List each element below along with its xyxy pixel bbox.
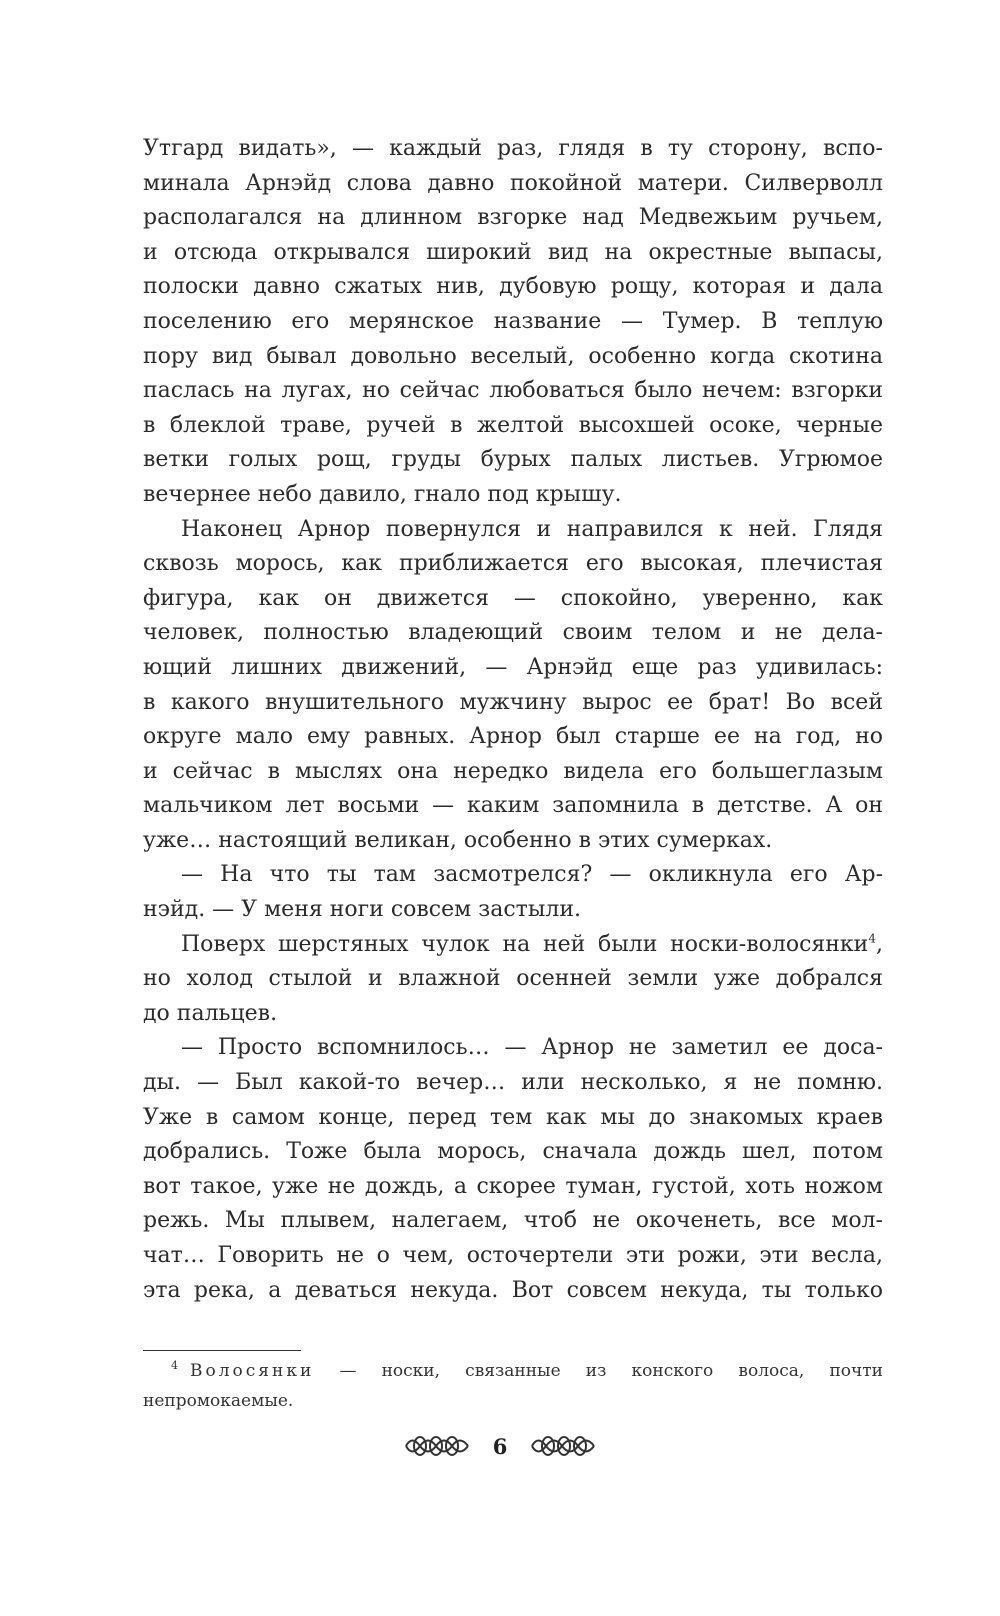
text-line <box>143 651 883 686</box>
text-line <box>143 789 883 824</box>
text-line-content: эта река, а деваться некуда. Вот совсем некуда, ты только <box>143 1277 883 1303</box>
text-line-content: ющий лишних движений, — Арнэйд еще раз удивилась: <box>143 654 883 680</box>
text-line <box>143 547 883 582</box>
text-line <box>143 1031 883 1066</box>
text-line-content: Утгард видать», — каждый раз, глядя в ту сторону, вспо- <box>143 136 883 161</box>
text-line <box>143 305 883 340</box>
footnote-term: Волосянки <box>190 1361 315 1381</box>
text-line <box>143 686 883 721</box>
text-line <box>143 755 883 790</box>
text-line-content: фигура, как он движется — спокойно, уверенно, как <box>143 585 883 611</box>
text-line-content: пору вид бывал довольно веселый, особенно когда скотина <box>143 343 883 369</box>
text-line <box>143 858 883 893</box>
text-line-content: минала Арнэйд слова давно покойной матери. Силверволл <box>143 170 883 196</box>
text-line <box>143 616 883 651</box>
text-line-content: но холод стылой и влажной осенней земли уже добрался <box>143 966 883 992</box>
footnote-line: непромокаемые. <box>143 1391 294 1411</box>
text-line <box>143 1204 883 1239</box>
text-line-content: и отсюда открывался широкий вид на окрестные выпасы, <box>143 239 883 265</box>
text-line-content: ветки голых рощ, груды бурых палых листьев. Угрюмое <box>143 447 883 473</box>
text-line <box>143 513 883 548</box>
text-line <box>143 167 883 202</box>
text-line <box>143 409 883 444</box>
text-line <box>143 340 883 375</box>
footnote-text: — носки, связанные из конского волоса, почти <box>314 1361 883 1381</box>
text-line-content: вечернее небо давило, гнало под крышу. <box>143 481 622 507</box>
footnote-ref: 4 <box>868 931 876 946</box>
text-line-content: Уже в самом конце, перед тем как мы до знакомых краев <box>143 1104 883 1130</box>
text-line-content: Поверх шерстяных чулок на ней были носки-волосянки <box>181 931 869 957</box>
footnote-number: 4 <box>171 1359 178 1373</box>
text-line-content: до пальцев. <box>143 1000 278 1026</box>
text-line-content: добрались. Тоже была морось, сначала дождь шел, потом <box>143 1139 883 1165</box>
text-line <box>143 824 883 859</box>
text-line <box>143 236 883 271</box>
text-line <box>143 962 883 997</box>
text-line <box>143 1135 883 1170</box>
text-line <box>143 1170 883 1205</box>
text-line-content: полоски давно сжатых нив, дубовую рощу, которая и дала <box>143 274 883 300</box>
text-line <box>143 443 883 478</box>
text-line-content: вот такое, уже не дождь, а скорее туман, густой, хоть ножом <box>143 1173 883 1199</box>
text-line-content: в блеклой траве, ручей в желтой высохшей осоке, черные <box>143 412 883 438</box>
text-line-content: располагался на длинном взгорке над Медвежьим ручьем, <box>143 205 883 231</box>
text-line <box>143 1274 883 1309</box>
text-line-content: и сейчас в мыслях она нередко видела его большеглазым <box>143 758 883 784</box>
text-line <box>143 893 883 928</box>
text-line-content: режь. Мы плывем, налегаем, чтоб не окоченеть, все мол- <box>143 1208 883 1234</box>
footnote <box>143 1356 883 1416</box>
text-line-content: в какого внушительного мужчину вырос ее брат! Во всей <box>143 689 883 715</box>
text-line <box>143 201 883 236</box>
body-text <box>143 132 883 1308</box>
text-line-content: округе мало ему равных. Арнор был старше ее на год, но <box>143 724 883 750</box>
text-line-content: чат… Говорить не о чем, осточертели эти рожи, эти весла, <box>143 1243 883 1268</box>
text-line <box>143 720 883 755</box>
text-line <box>143 1239 883 1274</box>
footnote-line <box>143 1356 883 1386</box>
text-line: Поверх шерстяных чулок на ней были носки-волосянки$^4$, <box>181 931 883 957</box>
text-line <box>143 478 883 513</box>
text-line-content: Наконец Арнор повернулся и направился к ней. Глядя <box>181 516 883 542</box>
right-knot-ornament-icon <box>528 1431 598 1461</box>
text-line-content: поселению его мерянское название — Тумер. В теплую <box>143 308 883 334</box>
text-line-content: мальчиком лет восьми — каким запомнила в детстве. А он <box>143 793 883 819</box>
footnote-divider <box>143 1350 301 1351</box>
text-line-content: уже… настоящий великан, особенно в этих сумерках. <box>143 827 773 853</box>
text-line <box>143 270 883 305</box>
text-line <box>143 1066 883 1101</box>
text-line <box>143 132 883 167</box>
text-line-content: паслась на лугах, но сейчас любоваться было нечем: взгорки <box>143 378 883 404</box>
text-line-content: ды. — Был какой-то вечер… или несколько, я не помню. <box>143 1070 883 1096</box>
text-line-content: — Просто вспомнилось… — Арнор не заметил ее доса- <box>181 1035 883 1061</box>
page-number: 6 <box>492 1433 508 1459</box>
text-line <box>143 1101 883 1136</box>
text-line <box>143 997 883 1032</box>
text-line-content: сквозь морось, как приближается его высокая, плечистая <box>143 551 883 577</box>
text-line-content: человек, полностью владеющий своим телом и не дела- <box>143 620 883 646</box>
text-line-content: нэйд. — У меня ноги совсем застыли. <box>143 897 581 923</box>
page-footer <box>0 1426 1000 1466</box>
left-knot-ornament-icon <box>402 1431 472 1461</box>
text-line <box>143 374 883 409</box>
text-line-content: — На что ты там засмотрелся? — окликнула его Ар- <box>181 862 883 888</box>
text-line <box>143 582 883 617</box>
